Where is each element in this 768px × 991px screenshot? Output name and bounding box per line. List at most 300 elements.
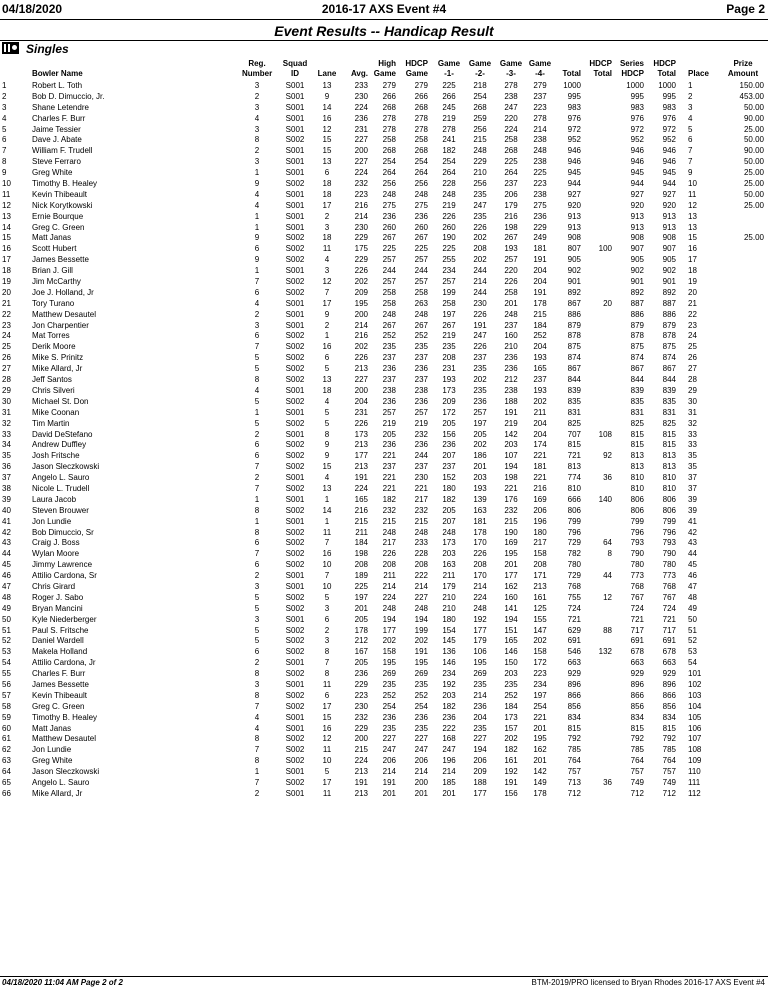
cell-total: 972 bbox=[567, 124, 581, 134]
cell-total: 774 bbox=[567, 473, 581, 483]
cell-hdcp-total-2: 793 bbox=[662, 538, 676, 548]
cell-hdcp-total-2: 773 bbox=[662, 571, 676, 581]
cell-hdcp-game: 252 bbox=[414, 690, 428, 700]
col-prize-line2: Amount bbox=[727, 69, 759, 78]
cell-squad-id: S001 bbox=[285, 679, 305, 689]
cell-reg-number: 6 bbox=[254, 331, 260, 341]
cell-hdcp-total-2: 831 bbox=[662, 407, 676, 417]
cell-high-game: 257 bbox=[382, 255, 396, 265]
cell-game-3: 188 bbox=[504, 396, 518, 406]
cell-place: 39 bbox=[688, 505, 697, 515]
cell-game-2: 256 bbox=[473, 124, 487, 134]
cell-place: 105 bbox=[688, 712, 702, 722]
cell-total: 780 bbox=[567, 560, 581, 570]
cell-hdcp-total-2: 721 bbox=[662, 614, 676, 624]
cell-hdcp-game: 214 bbox=[414, 581, 428, 591]
table-row bbox=[0, 179, 768, 190]
cell-place: 27 bbox=[688, 364, 697, 374]
cell-lane: 10 bbox=[322, 756, 332, 766]
cell-avg: 177 bbox=[354, 451, 368, 461]
cell-bowler-name: James Bessette bbox=[32, 255, 89, 265]
cell-game-3: 184 bbox=[504, 701, 518, 711]
cell-game-1: 203 bbox=[442, 549, 456, 559]
cell-series-hdcp: 813 bbox=[630, 451, 644, 461]
cell-hdcp-game: 257 bbox=[414, 255, 428, 265]
cell-avg: 202 bbox=[354, 277, 368, 287]
cell-game-3: 201 bbox=[504, 560, 518, 570]
cell-place: 35 bbox=[688, 462, 697, 472]
cell-game-3: 160 bbox=[504, 592, 518, 602]
cell-avg: 200 bbox=[354, 385, 368, 395]
cell-game-2: 209 bbox=[473, 767, 487, 777]
cell-place: 1 bbox=[688, 81, 693, 90]
cell-hdcp-total-2: 678 bbox=[662, 647, 676, 657]
cell-bowler-name: Mike Allard, Jr bbox=[32, 788, 83, 798]
cell-squad-id: S001 bbox=[285, 222, 305, 232]
cell-game-1: 266 bbox=[442, 91, 456, 101]
table-row bbox=[0, 451, 768, 462]
cell-total: 913 bbox=[567, 222, 581, 232]
cell-avg: 195 bbox=[354, 298, 368, 308]
cell-reg-number: 4 bbox=[254, 723, 260, 733]
cell-bowler-name: Tory Turano bbox=[32, 298, 75, 308]
cell-high-game: 221 bbox=[382, 473, 396, 483]
cell-squad-id: S001 bbox=[285, 113, 305, 123]
cell-squad-id: S002 bbox=[285, 505, 305, 515]
cell-prize-amount: 453.00 bbox=[739, 91, 764, 101]
cell-game-4: 191 bbox=[533, 287, 547, 297]
table-row bbox=[0, 223, 768, 234]
cell-place: 12 bbox=[688, 200, 697, 210]
cell-avg: 231 bbox=[354, 407, 368, 417]
cell-reg-number: 3 bbox=[254, 102, 260, 112]
cell-avg: 205 bbox=[354, 614, 368, 624]
cell-hdcp-total: 132 bbox=[598, 647, 612, 657]
table-row bbox=[0, 582, 768, 593]
table-row bbox=[0, 244, 768, 255]
col-g1-line1: Game bbox=[437, 59, 461, 68]
cell-game-1: 245 bbox=[442, 102, 456, 112]
cell-game-2: 256 bbox=[473, 179, 487, 189]
cell-reg-number: 5 bbox=[254, 603, 260, 613]
cell-game-2: 194 bbox=[473, 745, 487, 755]
cell-game-3: 202 bbox=[504, 734, 518, 744]
cell-game-4: 125 bbox=[533, 603, 547, 613]
cell-row-rank: 29 bbox=[2, 385, 11, 395]
cell-series-hdcp: 927 bbox=[630, 189, 644, 199]
cell-prize-amount: 50.00 bbox=[743, 157, 764, 167]
cell-game-1: 208 bbox=[442, 353, 456, 363]
cell-squad-id: S002 bbox=[285, 592, 305, 602]
cell-total: 724 bbox=[567, 603, 581, 613]
table-row bbox=[0, 81, 768, 92]
cell-reg-number: 5 bbox=[254, 418, 260, 428]
table-row bbox=[0, 408, 768, 419]
cell-squad-id: S002 bbox=[285, 538, 305, 548]
cell-bowler-name: Jason Sleczkowski bbox=[32, 462, 100, 472]
cell-avg: 214 bbox=[354, 211, 368, 221]
cell-place: 7 bbox=[688, 157, 693, 167]
cell-reg-number: 4 bbox=[254, 385, 260, 395]
cell-lane: 2 bbox=[324, 211, 330, 221]
cell-lane: 3 bbox=[324, 266, 330, 276]
cell-hdcp-game: 248 bbox=[414, 309, 428, 319]
cell-place: 35 bbox=[688, 451, 697, 461]
cell-lane: 14 bbox=[322, 102, 332, 112]
cell-row-rank: 25 bbox=[2, 342, 11, 352]
cell-avg: 213 bbox=[354, 462, 368, 472]
cell-game-2: 235 bbox=[473, 189, 487, 199]
cell-lane: 11 bbox=[322, 244, 332, 254]
cell-total: 902 bbox=[567, 266, 581, 276]
cell-bowler-name: Ernie Bourque bbox=[32, 211, 84, 221]
cell-lane: 15 bbox=[322, 135, 332, 145]
cell-place: 29 bbox=[688, 385, 697, 395]
cell-hdcp-total-2: 799 bbox=[662, 516, 676, 526]
cell-avg: 213 bbox=[354, 788, 368, 798]
cell-hdcp-game: 269 bbox=[414, 669, 428, 679]
cell-game-3: 225 bbox=[504, 157, 518, 167]
cell-avg: 227 bbox=[354, 375, 368, 385]
table-row bbox=[0, 266, 768, 277]
cell-game-4: 178 bbox=[533, 298, 547, 308]
cell-high-game: 214 bbox=[382, 767, 396, 777]
cell-game-2: 177 bbox=[473, 625, 487, 635]
table-row bbox=[0, 669, 768, 680]
cell-game-2: 247 bbox=[473, 200, 487, 210]
col-g2-line1: Game bbox=[468, 59, 492, 68]
cell-game-4: 181 bbox=[533, 462, 547, 472]
cell-avg: 202 bbox=[354, 342, 368, 352]
cell-game-4: 184 bbox=[533, 320, 547, 330]
cell-reg-number: 8 bbox=[254, 690, 260, 700]
cell-hdcp-game: 268 bbox=[414, 102, 428, 112]
cell-reg-number: 7 bbox=[254, 701, 260, 711]
cell-series-hdcp: 867 bbox=[630, 364, 644, 374]
cell-squad-id: S001 bbox=[285, 211, 305, 221]
cell-row-rank: 27 bbox=[2, 364, 11, 374]
cell-total: 929 bbox=[567, 669, 581, 679]
cell-series-hdcp: 724 bbox=[630, 603, 644, 613]
cell-hdcp-game: 219 bbox=[414, 418, 428, 428]
cell-game-1: 236 bbox=[442, 440, 456, 450]
cell-bowler-name: Charles F. Burr bbox=[32, 669, 86, 679]
cell-game-2: 205 bbox=[473, 429, 487, 439]
cell-game-1: 173 bbox=[442, 385, 456, 395]
cell-lane: 3 bbox=[324, 222, 330, 232]
cell-game-2: 179 bbox=[473, 636, 487, 646]
cell-lane: 15 bbox=[322, 712, 332, 722]
cell-game-4: 204 bbox=[533, 277, 547, 287]
cell-row-rank: 60 bbox=[2, 723, 11, 733]
cell-series-hdcp: 1000 bbox=[626, 81, 644, 90]
cell-hdcp-game: 275 bbox=[414, 200, 428, 210]
cell-game-1: 247 bbox=[442, 745, 456, 755]
table-row bbox=[0, 745, 768, 756]
table-row bbox=[0, 146, 768, 157]
cell-lane: 1 bbox=[324, 516, 330, 526]
cell-game-3: 182 bbox=[504, 745, 518, 755]
cell-hdcp-game: 256 bbox=[414, 179, 428, 189]
cell-bowler-name: Angelo L. Sauro bbox=[32, 473, 90, 483]
cell-game-4: 174 bbox=[533, 440, 547, 450]
cell-hdcp-total-2: 866 bbox=[662, 690, 676, 700]
cell-place: 18 bbox=[688, 266, 697, 276]
cell-hdcp-game: 254 bbox=[414, 157, 428, 167]
cell-squad-id: S002 bbox=[285, 636, 305, 646]
cell-place: 42 bbox=[688, 527, 697, 537]
cell-avg: 173 bbox=[354, 429, 368, 439]
cell-game-3: 237 bbox=[504, 320, 518, 330]
cell-place: 45 bbox=[688, 560, 697, 570]
cell-game-1: 146 bbox=[442, 658, 456, 668]
cell-game-4: 229 bbox=[533, 222, 547, 232]
table-row bbox=[0, 506, 768, 517]
cell-game-2: 203 bbox=[473, 473, 487, 483]
cell-squad-id: S001 bbox=[285, 168, 305, 178]
cell-total: 755 bbox=[567, 592, 581, 602]
cell-game-3: 165 bbox=[504, 636, 518, 646]
cell-high-game: 211 bbox=[383, 571, 396, 581]
cell-total: 874 bbox=[567, 353, 581, 363]
cell-game-1: 172 bbox=[442, 407, 456, 417]
cell-bowler-name: Shane Letendre bbox=[32, 102, 89, 112]
cell-series-hdcp: 945 bbox=[630, 168, 644, 178]
cell-lane: 10 bbox=[322, 581, 332, 591]
cell-lane: 6 bbox=[324, 690, 330, 700]
cell-squad-id: S002 bbox=[285, 701, 305, 711]
cell-avg: 224 bbox=[354, 168, 368, 178]
cell-game-3: 267 bbox=[504, 233, 518, 243]
column-headers bbox=[0, 58, 768, 80]
cell-high-game: 182 bbox=[382, 494, 396, 504]
cell-high-game: 248 bbox=[382, 309, 396, 319]
cell-total: 768 bbox=[567, 581, 581, 591]
cell-hdcp-game: 258 bbox=[414, 287, 428, 297]
cell-squad-id: S001 bbox=[285, 614, 305, 624]
cell-game-4: 204 bbox=[533, 418, 547, 428]
header-event-name: 2016-17 AXS Event #4 bbox=[321, 2, 447, 16]
cell-series-hdcp: 920 bbox=[630, 200, 644, 210]
cell-lane: 4 bbox=[324, 473, 330, 483]
cell-place: 104 bbox=[688, 701, 702, 711]
cell-game-3: 176 bbox=[504, 494, 518, 504]
cell-place: 26 bbox=[688, 353, 697, 363]
cell-lane: 11 bbox=[322, 745, 332, 755]
cell-bowler-name: Tim Martin bbox=[32, 418, 70, 428]
cell-place: 23 bbox=[688, 320, 697, 330]
cell-bowler-name: Timothy B. Healey bbox=[32, 179, 98, 189]
cell-hdcp-game: 235 bbox=[414, 723, 428, 733]
col-high-line1: High bbox=[378, 59, 396, 68]
cell-hdcp-game: 244 bbox=[414, 451, 428, 461]
cell-reg-number: 2 bbox=[254, 788, 260, 798]
table-row bbox=[0, 778, 768, 789]
cell-game-2: 244 bbox=[473, 266, 487, 276]
cell-squad-id: S001 bbox=[285, 723, 305, 733]
cell-bowler-name: Jon Lundie bbox=[32, 745, 72, 755]
cell-high-game: 278 bbox=[382, 124, 396, 134]
cell-avg: 213 bbox=[354, 440, 368, 450]
col-avg: Avg. bbox=[350, 69, 368, 78]
cell-game-1: 209 bbox=[442, 396, 456, 406]
cell-row-rank: 23 bbox=[2, 320, 11, 330]
cell-game-1: 228 bbox=[442, 179, 456, 189]
cell-game-1: 235 bbox=[442, 342, 456, 352]
cell-row-rank: 66 bbox=[2, 788, 11, 798]
cell-avg: 223 bbox=[354, 189, 368, 199]
cell-game-2: 235 bbox=[473, 679, 487, 689]
cell-bowler-name: Jason Sleczkowski bbox=[32, 767, 100, 777]
cell-game-4: 149 bbox=[533, 778, 547, 787]
cell-game-3: 195 bbox=[504, 549, 518, 559]
cell-game-4: 223 bbox=[533, 102, 547, 112]
cell-high-game: 195 bbox=[382, 658, 396, 668]
cell-row-rank: 37 bbox=[2, 473, 11, 483]
cell-reg-number: 3 bbox=[254, 157, 260, 167]
cell-series-hdcp: 896 bbox=[630, 679, 644, 689]
cell-game-4: 217 bbox=[533, 538, 547, 548]
cell-game-1: 185 bbox=[442, 778, 456, 787]
cell-game-2: 163 bbox=[473, 505, 487, 515]
cell-lane: 13 bbox=[322, 375, 332, 385]
cell-lane: 3 bbox=[324, 636, 330, 646]
title-divider bbox=[0, 40, 768, 41]
cell-squad-id: S002 bbox=[285, 549, 305, 559]
cell-game-3: 252 bbox=[504, 690, 518, 700]
cell-hdcp-game: 267 bbox=[414, 233, 428, 243]
cell-game-4: 236 bbox=[533, 211, 547, 221]
cell-game-2: 201 bbox=[473, 462, 487, 472]
cell-hdcp-total-2: 834 bbox=[662, 712, 676, 722]
cell-high-game: 206 bbox=[382, 756, 396, 766]
cell-hdcp-total-2: 946 bbox=[662, 146, 676, 156]
cell-place: 9 bbox=[688, 168, 693, 178]
cell-bowler-name: Matthew Desautel bbox=[32, 309, 97, 319]
cell-total: 796 bbox=[567, 527, 581, 537]
cell-bowler-name: Brian J. Gill bbox=[32, 266, 73, 276]
cell-lane: 1 bbox=[324, 331, 330, 341]
table-row bbox=[0, 789, 768, 800]
cell-squad-id: S001 bbox=[285, 200, 305, 210]
cell-game-2: 236 bbox=[473, 701, 487, 711]
cell-game-1: 201 bbox=[442, 788, 456, 798]
cell-game-2: 227 bbox=[473, 734, 487, 744]
cell-game-2: 186 bbox=[473, 451, 487, 461]
table-row bbox=[0, 538, 768, 549]
cell-game-1: 278 bbox=[442, 124, 456, 134]
cell-game-2: 177 bbox=[473, 788, 487, 798]
cell-game-2: 193 bbox=[473, 483, 487, 493]
cell-bowler-name: Scott Hubert bbox=[32, 244, 77, 254]
cell-avg: 232 bbox=[354, 712, 368, 722]
cell-squad-id: S002 bbox=[285, 778, 305, 787]
cell-bowler-name: Charles F. Burr bbox=[32, 113, 86, 123]
cell-bowler-name: Laura Jacob bbox=[32, 494, 77, 504]
table-row bbox=[0, 560, 768, 571]
cell-avg: 226 bbox=[354, 353, 368, 363]
col-g2-line2: -2- bbox=[475, 69, 485, 78]
cell-total: 879 bbox=[567, 320, 581, 330]
cell-high-game: 267 bbox=[382, 320, 396, 330]
cell-series-hdcp: 717 bbox=[630, 625, 644, 635]
cell-bowler-name: David DeStefano bbox=[32, 429, 93, 439]
cell-reg-number: 6 bbox=[254, 244, 260, 254]
cell-prize-amount: 25.00 bbox=[743, 179, 764, 189]
cell-row-rank: 4 bbox=[2, 113, 7, 123]
cell-high-game: 201 bbox=[382, 788, 396, 798]
col-reg-line2: Number bbox=[242, 69, 273, 78]
cell-series-hdcp: 785 bbox=[630, 745, 644, 755]
cell-hdcp-total-2: 839 bbox=[662, 385, 676, 395]
cell-place: 22 bbox=[688, 309, 697, 319]
cell-lane: 18 bbox=[322, 189, 332, 199]
cell-total: 691 bbox=[567, 636, 581, 646]
cell-avg: 227 bbox=[354, 135, 368, 145]
cell-game-2: 195 bbox=[473, 658, 487, 668]
cell-game-2: 235 bbox=[473, 385, 487, 395]
cell-reg-number: 8 bbox=[254, 505, 260, 515]
cell-place: 54 bbox=[688, 658, 697, 668]
cell-avg: 229 bbox=[354, 255, 368, 265]
cell-game-3: 150 bbox=[504, 658, 518, 668]
cell-reg-number: 1 bbox=[254, 168, 260, 178]
cell-place: 39 bbox=[688, 494, 697, 504]
cell-total: 946 bbox=[567, 157, 581, 167]
cell-place: 109 bbox=[688, 756, 702, 766]
cell-bowler-name: Greg C. Green bbox=[32, 701, 85, 711]
cell-game-4: 254 bbox=[533, 701, 547, 711]
cell-hdcp-total-2: 815 bbox=[662, 723, 676, 733]
cell-game-1: 237 bbox=[442, 462, 456, 472]
cell-hdcp-total-2: 952 bbox=[662, 135, 676, 145]
cell-game-2: 191 bbox=[473, 320, 487, 330]
cell-lane: 18 bbox=[322, 385, 332, 395]
cell-avg: 200 bbox=[354, 734, 368, 744]
cell-hdcp-game: 208 bbox=[414, 560, 428, 570]
cell-game-1: 182 bbox=[442, 494, 456, 504]
table-row bbox=[0, 288, 768, 299]
cell-game-4: 155 bbox=[533, 614, 547, 624]
cell-hdcp-game: 232 bbox=[414, 429, 428, 439]
cell-game-3: 219 bbox=[504, 418, 518, 428]
cell-bowler-name: Bryan Mancini bbox=[32, 603, 83, 613]
cell-total: 944 bbox=[567, 179, 581, 189]
cell-row-rank: 34 bbox=[2, 440, 11, 450]
cell-game-4: 180 bbox=[533, 527, 547, 537]
cell-reg-number: 2 bbox=[254, 571, 260, 581]
cell-game-4: 195 bbox=[533, 734, 547, 744]
cell-game-1: 156 bbox=[442, 429, 456, 439]
cell-hdcp-game: 194 bbox=[414, 614, 428, 624]
cell-avg: 236 bbox=[354, 113, 368, 123]
cell-game-1: 267 bbox=[442, 320, 456, 330]
cell-lane: 18 bbox=[322, 179, 332, 189]
cell-total: 875 bbox=[567, 342, 581, 352]
cell-hdcp-game: 248 bbox=[414, 603, 428, 613]
cell-high-game: 235 bbox=[382, 723, 396, 733]
cell-game-1: 145 bbox=[442, 636, 456, 646]
cell-place: 6 bbox=[688, 135, 693, 145]
cell-game-2: 226 bbox=[473, 222, 487, 232]
cell-series-hdcp: 810 bbox=[630, 483, 644, 493]
cell-hdcp-game: 247 bbox=[414, 745, 428, 755]
cell-high-game: 208 bbox=[382, 560, 396, 570]
cell-series-hdcp: 995 bbox=[630, 91, 644, 101]
cell-total: 799 bbox=[567, 516, 581, 526]
col-series-hdcp-line1: Series bbox=[619, 59, 644, 68]
cell-game-2: 208 bbox=[473, 244, 487, 254]
